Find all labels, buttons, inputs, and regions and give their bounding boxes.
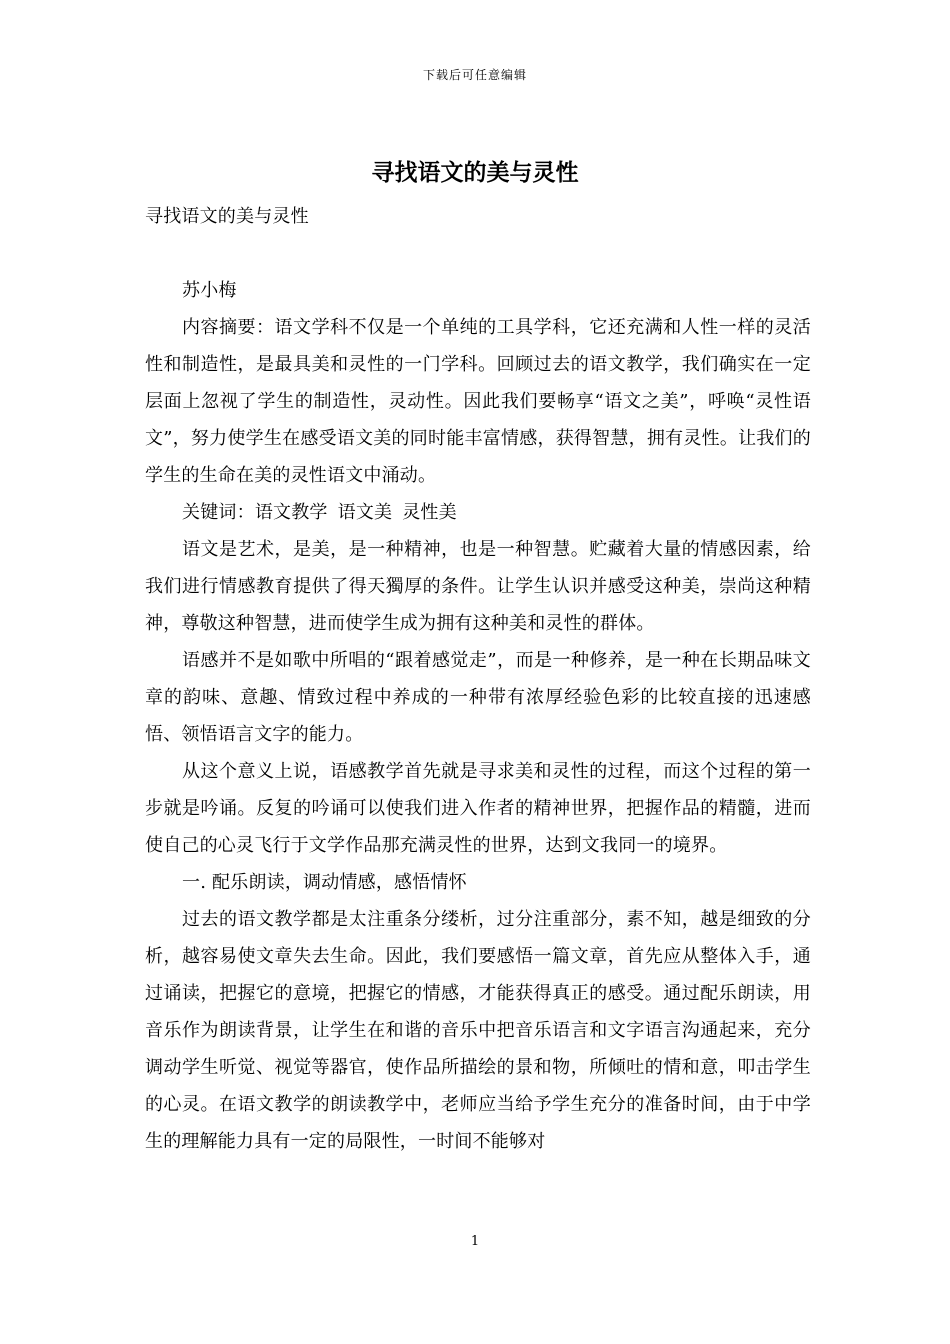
body-paragraph: 语感并不是如歌中所唱的“跟着感觉走”，而是一种修养，是一种在长期品味文章的韵味、意趣、情致过程中养成的一种带有浓厚经验色彩的比较直接的迅速感悟、领悟语言文字的能力。 (145, 650, 811, 745)
keyword-item: 语文教学 (254, 502, 328, 523)
keywords-line (145, 494, 811, 531)
keyword-item: 语文美 (337, 502, 393, 523)
abstract-paragraph: 内容摘要：语文学科不仅是一个单纯的工具学科，它还充满和人性一样的灵活性和制造性，是最具美和灵性的一门学科。回顾过去的语文教学，我们确实在一定层面上忽视了学生的制造性，灵动性。因此我们要畅享“语文之美”，呼唤“灵性语文”，努力使学生在感受语文美的同时能丰富情感，获得智慧，拥有灵性。让我们的学生的生命在美的灵性语文中涌动。 (145, 317, 811, 486)
keywords-label: 关键词： (182, 502, 255, 523)
section-heading: 一. 配乐朗读，调动情感，感悟情怀 (182, 872, 467, 893)
keyword-item: 灵性美 (402, 502, 457, 523)
page-header-note: 下载后可任意编辑 (422, 68, 527, 82)
section-paragraph: 过去的语文教学都是太注重条分缕析，过分注重部分，素不知，越是细致的分析，越容易使文章失去生命。因此，我们要感悟一篇文章，首先应从整体入手，通过诵读，把握它的意境，把握它的情感，才能获得真正的感受。通过配乐朗读，用音乐作为朗读背景，让学生在和谐的音乐中把音乐语言和文字语言沟通起来，充分调动学生听觉、视觉等器官，使作品所描绘的景和物，所倾吐的情和意，叩击学生的心灵。在语文教学的朗读教学中，老师应当给予学生充分的准备时间，由于中学生的理解能力具有一定的局限性，一时间不能够对 (145, 909, 811, 1152)
document-body (145, 198, 811, 1160)
document-title: 寻找语文的美与灵性 (371, 159, 579, 186)
document-subtitle: 寻找语文的美与灵性 (145, 206, 309, 227)
body-paragraph: 从这个意义上说，语感教学首先就是寻求美和灵性的过程，而这个过程的第一步就是吟诵。反复的吟诵可以使我们进入作者的精神世界，把握作品的精髓，进而使自己的心灵飞行于文学作品那充满灵性的世界，达到文我同一的境界。 (145, 761, 811, 856)
author-name: 苏小梅 (182, 280, 237, 301)
body-paragraph: 语文是艺术，是美，是一种精神，也是一种智慧。贮藏着大量的情感因素，给我们进行情感教育提供了得天獨厚的条件。让学生认识并感受这种美，崇尚这种精神，尊敬这种智慧，进而使学生成为拥有这种美和灵性的群体。 (145, 539, 811, 634)
blank-line (145, 235, 811, 272)
page-number: 1 (470, 1234, 480, 1249)
